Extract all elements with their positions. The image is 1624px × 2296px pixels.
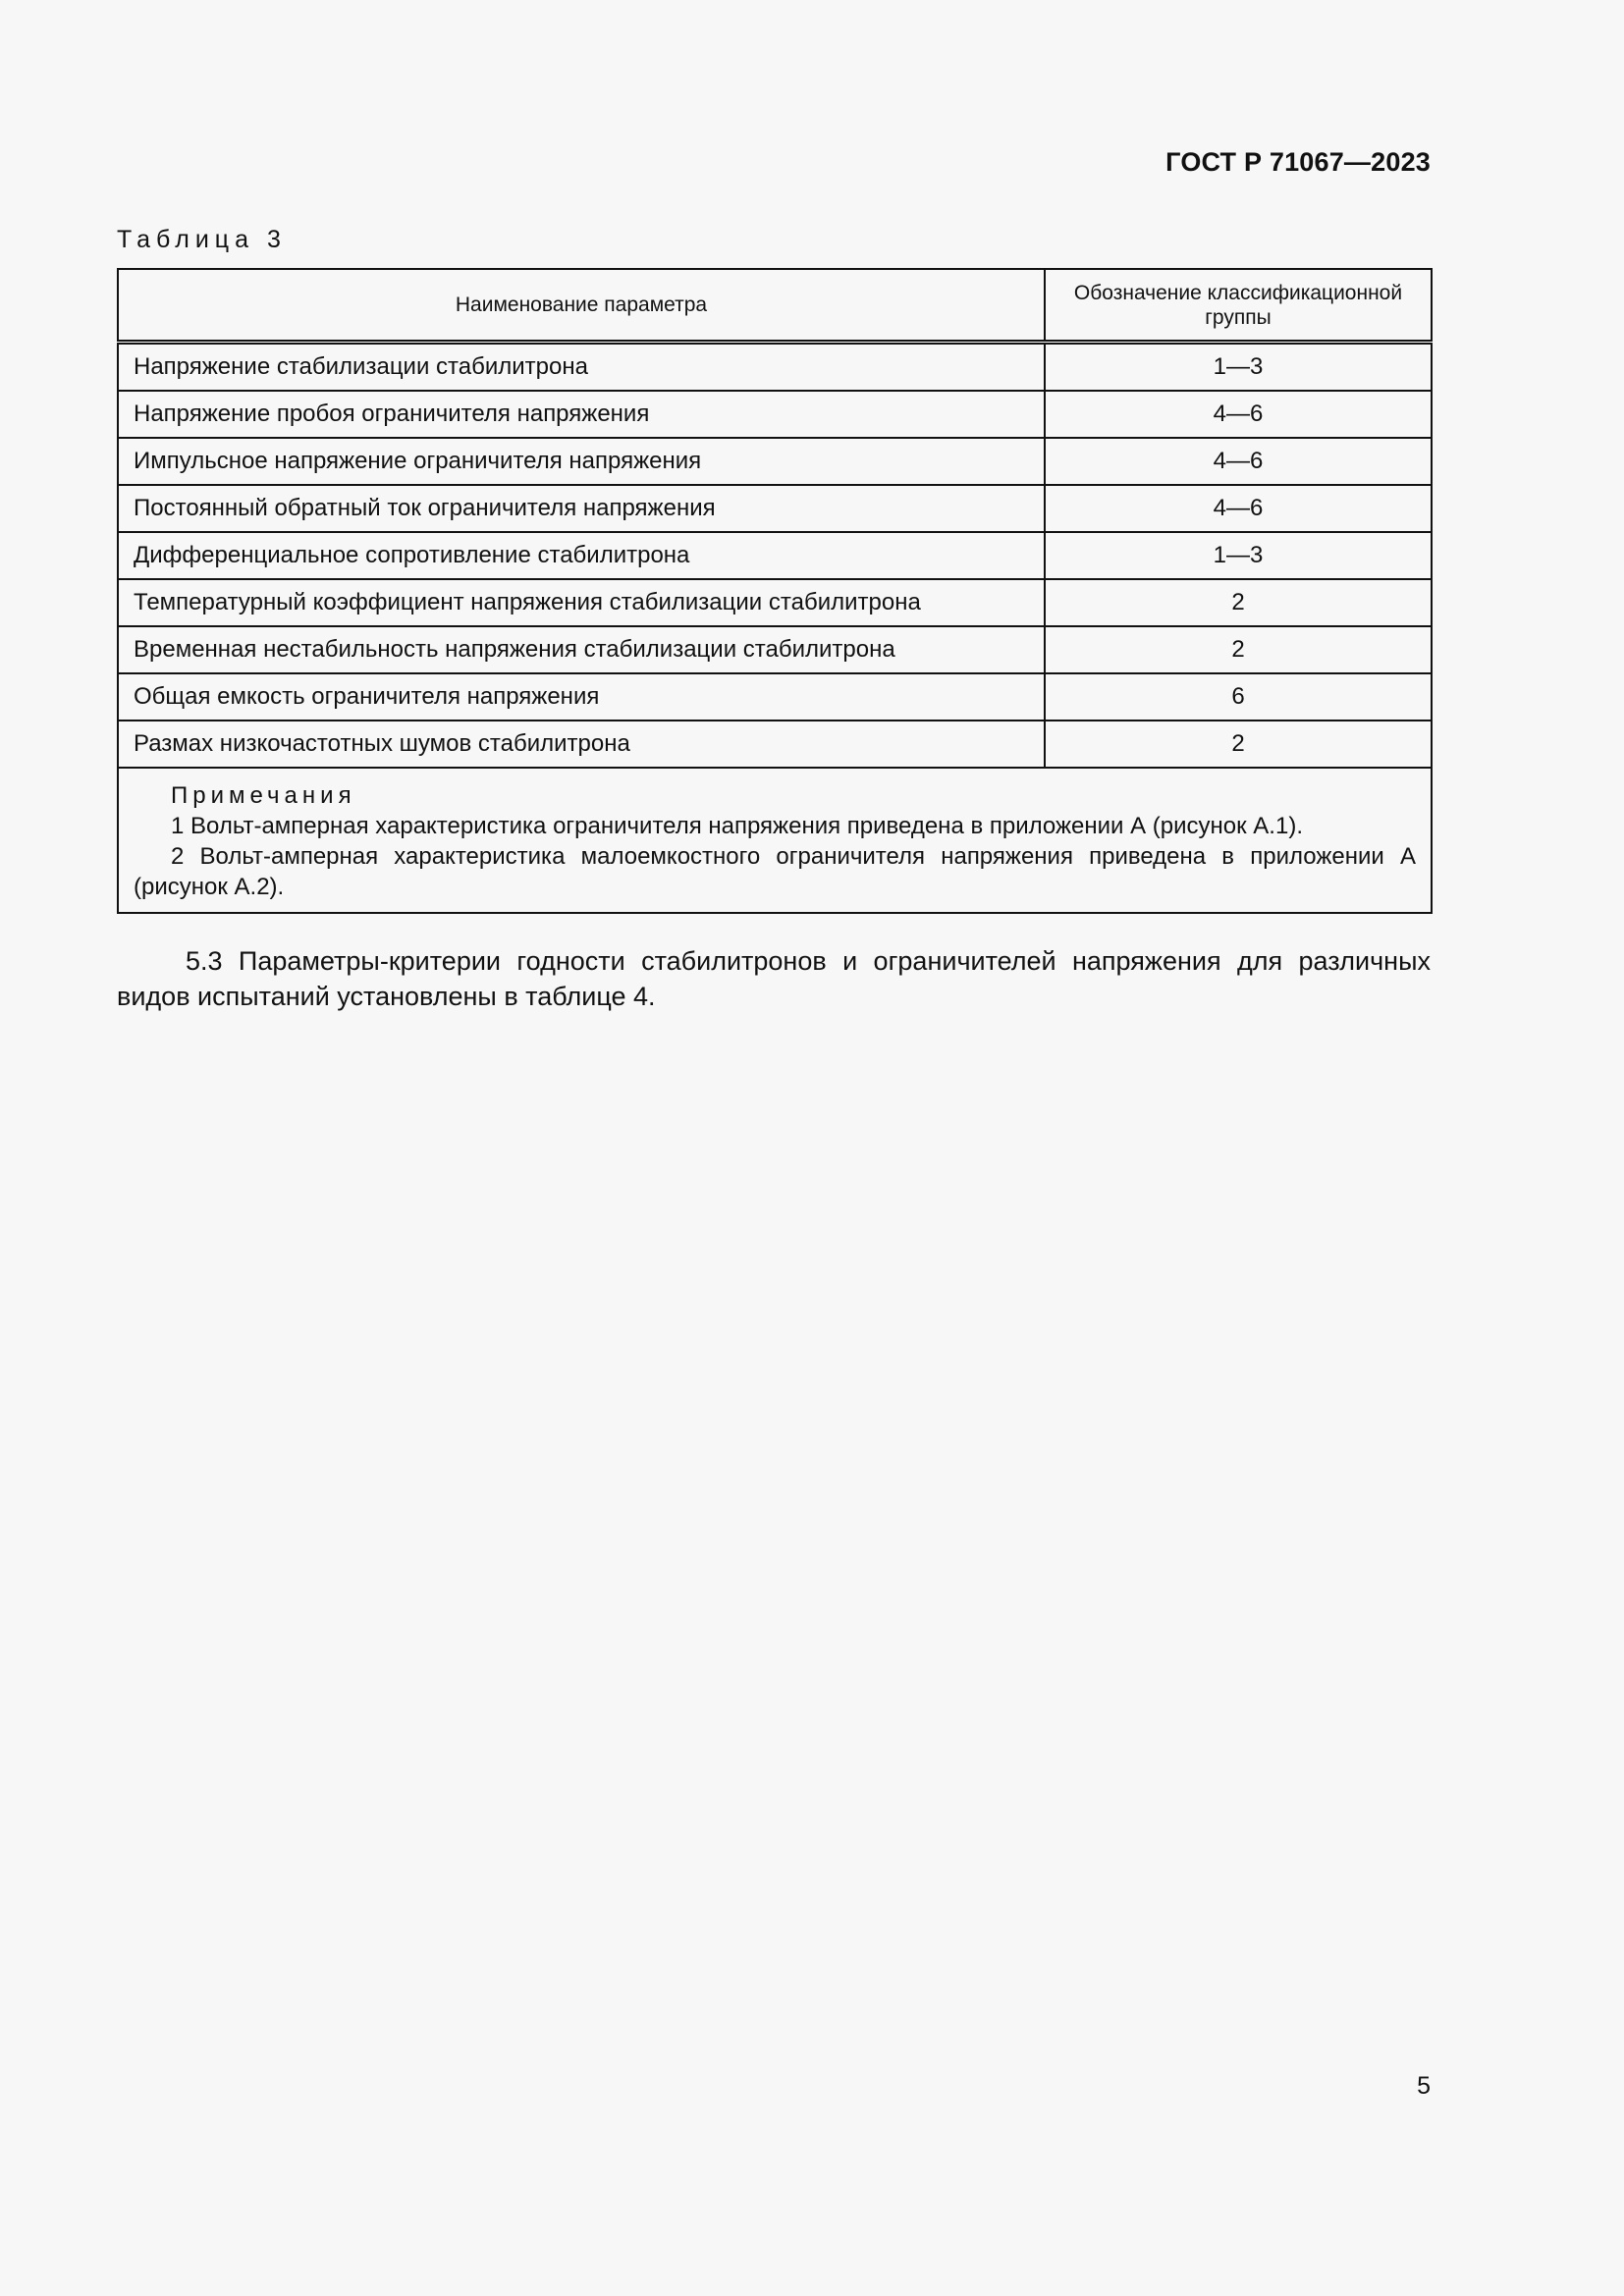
- table-row: [118, 673, 1432, 721]
- page-number: 5: [1417, 2072, 1431, 2100]
- parameter-name-cell: Размах низкочастотных шумов стабилитрона: [118, 721, 1045, 768]
- table-notes-row: [118, 768, 1432, 913]
- classification-group-cell: 4—6: [1045, 391, 1432, 438]
- parameters-table: [117, 268, 1433, 914]
- table-row: [118, 391, 1432, 438]
- classification-group-cell: 1—3: [1045, 532, 1432, 579]
- classification-group-cell: 6: [1045, 673, 1432, 721]
- table-row: [118, 438, 1432, 485]
- classification-group-cell: 4—6: [1045, 485, 1432, 532]
- table-row: [118, 485, 1432, 532]
- note-item: 1 Вольт-амперная характеристика ограничителя напряжения приведена в приложении А (рисунок А.1).: [171, 813, 1303, 839]
- classification-group-cell: 4—6: [1045, 438, 1432, 485]
- parameter-name-cell: Импульсное напряжение ограничителя напряжения: [118, 438, 1045, 485]
- note-item: 2 Вольт-амперная характеристика малоемкостного ограничителя напряжения приведена в приложении А (рисунок А.2).: [134, 843, 1416, 900]
- parameter-name-cell: Напряжение пробоя ограничителя напряжения: [118, 391, 1045, 438]
- table-row: [118, 721, 1432, 768]
- parameter-name-cell: Временная нестабильность напряжения стабилизации стабилитрона: [118, 626, 1045, 673]
- notes-title: Примечания: [171, 782, 356, 809]
- table-row: [118, 532, 1432, 579]
- table-row: [118, 343, 1432, 392]
- table-notes-cell: [118, 768, 1432, 913]
- column-header-parameter-name: Наименование параметра: [118, 269, 1045, 343]
- parameter-name-cell: Общая емкость ограничителя напряжения: [118, 673, 1045, 721]
- classification-group-cell: 2: [1045, 626, 1432, 673]
- table-caption: Таблица 3: [117, 226, 287, 253]
- table-header-row: [118, 269, 1432, 343]
- parameter-name-cell: Дифференциальное сопротивление стабилитрона: [118, 532, 1045, 579]
- table-row: [118, 579, 1432, 626]
- classification-group-cell: 1—3: [1045, 343, 1432, 392]
- section-paragraph: 5.3 Параметры-критерии годности стабилитронов и ограничителей напряжения для различных видов испытаний установлены в таблице 4.: [117, 946, 1431, 1011]
- parameter-name-cell: Температурный коэффициент напряжения стабилизации стабилитрона: [118, 579, 1045, 626]
- table-row: [118, 626, 1432, 673]
- classification-group-cell: 2: [1045, 721, 1432, 768]
- parameter-name-cell: Постоянный обратный ток ограничителя напряжения: [118, 485, 1045, 532]
- classification-group-cell: 2: [1045, 579, 1432, 626]
- parameter-name-cell: Напряжение стабилизации стабилитрона: [118, 343, 1045, 392]
- column-header-classification-group: Обозначение классификационной группы: [1045, 269, 1432, 343]
- document-code: ГОСТ Р 71067—2023: [1165, 147, 1431, 177]
